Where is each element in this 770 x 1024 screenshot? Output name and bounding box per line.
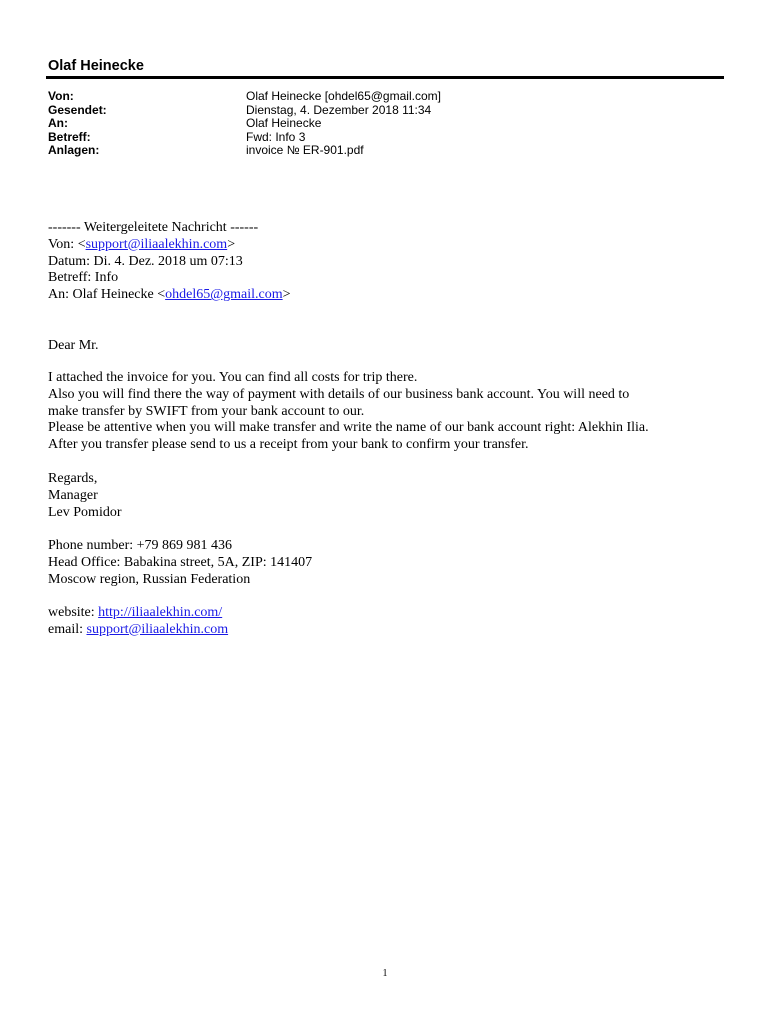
contact-office: Head Office: Babakina street, 5A, ZIP: 141407: [48, 554, 313, 570]
forward-an-email-link[interactable]: ohdel65@gmail.com: [165, 287, 283, 303]
message-line: make transfer by SWIFT from your bank account to our.: [48, 403, 365, 419]
forward-an-suffix: >: [282, 287, 291, 303]
email-line: [48, 622, 738, 639]
header-row-an: [48, 117, 708, 131]
signature-regards: Regards,: [48, 471, 98, 486]
forward-an-prefix: An: Olaf Heinecke <: [48, 287, 166, 303]
forward-an-line: [48, 287, 738, 304]
message-line: I attached the invoice for you. You can find all costs for trip there.: [48, 370, 418, 385]
forward-von-suffix: >: [227, 236, 236, 252]
email-prefix: email:: [48, 621, 87, 637]
header-row-von: [48, 90, 708, 104]
von-label: Von:: [48, 89, 74, 103]
betreff-label: Betreff:: [48, 129, 91, 144]
an-value: Olaf Heinecke: [246, 116, 322, 131]
message-line: Please be attentive when you will make transfer and write the name of our bank account right: Alekhin Ilia.: [48, 420, 649, 436]
gesendet-label: Gesendet:: [48, 102, 107, 117]
betreff-value: Fwd: Info 3: [246, 129, 306, 144]
contact-details: [48, 538, 738, 588]
forward-von-line: [48, 237, 738, 254]
forwarded-header: [48, 220, 738, 304]
contact-phone: Phone number: +79 869 981 436: [48, 538, 233, 553]
anlagen-label: Anlagen:: [48, 143, 100, 158]
gesendet-value: Dienstag, 4. Dezember 2018 11:34: [246, 102, 432, 117]
header-row-betreff: [48, 131, 708, 145]
header-row-gesendet: [48, 104, 708, 118]
forward-betreff-line: Betreff: Info: [48, 270, 119, 286]
message-body: [48, 370, 738, 454]
anlagen-value: invoice № ER-901.pdf: [246, 143, 364, 158]
forward-von-email-link[interactable]: support@iliaalekhin.com: [85, 236, 228, 252]
signature-name: Lev Pomidor: [48, 504, 122, 520]
forward-von-prefix: Von: <: [48, 236, 86, 252]
signature-role: Manager: [48, 487, 98, 503]
forward-separator: ------- Weitergeleitete Nachricht ------: [48, 220, 259, 235]
email-link[interactable]: support@iliaalekhin.com: [86, 621, 229, 637]
website-link[interactable]: http://iliaalekhin.com/: [98, 605, 223, 620]
signature: [48, 471, 738, 521]
web-links: [48, 605, 738, 639]
title-rule: [46, 76, 724, 79]
message-line: Also you will find there the way of payment with details of our business bank account. You will need to: [48, 386, 630, 402]
email-header: [48, 90, 708, 158]
forward-datum-line: Datum: Di. 4. Dez. 2018 um 07:13: [48, 253, 243, 269]
an-label: An:: [48, 116, 68, 131]
von-value: Olaf Heinecke [ohdel65@gmail.com]: [246, 89, 441, 103]
page-title: Olaf Heinecke: [48, 58, 144, 74]
website-line: [48, 605, 738, 622]
page-number: 1: [382, 968, 388, 979]
message-line: After you transfer please send to us a receipt from your bank to confirm your transfer.: [48, 437, 529, 453]
website-prefix: website:: [48, 605, 99, 620]
contact-region: Moscow region, Russian Federation: [48, 571, 251, 587]
header-row-anlagen: [48, 144, 708, 158]
greeting: Dear Mr.: [48, 338, 99, 353]
